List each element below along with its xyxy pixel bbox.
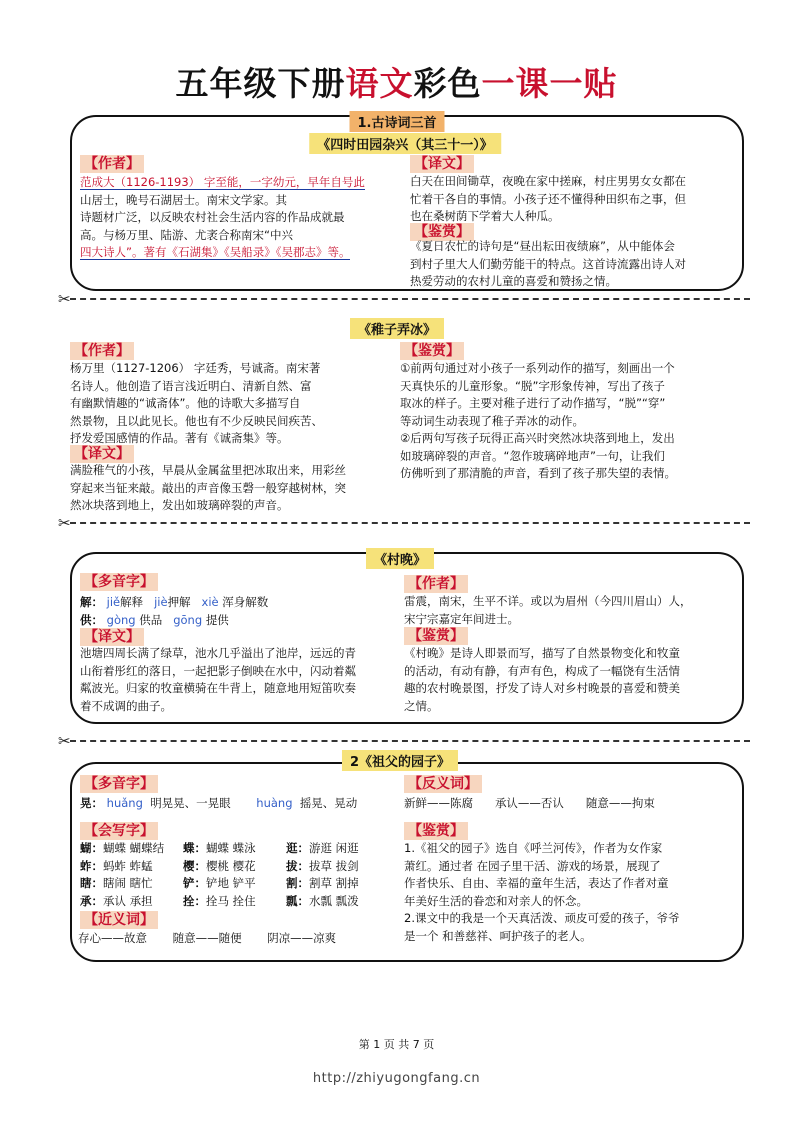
poly-char: 解： xyxy=(80,595,103,609)
pinyin: huǎng xyxy=(106,796,143,810)
s1-author-line4: 四大诗人”。著有《石湖集》《吴船录》《吴郡志》等。 xyxy=(80,245,351,259)
s3-appr-line3: 之情。 xyxy=(404,698,439,713)
s3-trans-line3: 着不成调的曲子。 xyxy=(80,698,172,713)
write-char: 樱： xyxy=(183,858,206,873)
antonym: 承认——否认 xyxy=(494,796,564,810)
s1-author-line3: 高。与杨万里、陆游、尤袤合称南宋“中兴 xyxy=(80,227,293,242)
write-words: 樱桃 樱花 xyxy=(206,858,256,873)
section3-header: 《村晚》 xyxy=(366,548,434,569)
write-words: 蝴蝶 蝶泳 xyxy=(206,841,256,855)
write-char: 拴： xyxy=(183,893,206,908)
write-words: 拴马 拴住 xyxy=(206,893,256,908)
pinyin: xiè xyxy=(201,595,219,609)
s2-appr-text xyxy=(400,360,722,483)
cut-line xyxy=(70,298,750,300)
word: 供品 xyxy=(139,612,163,627)
s3-appr-line2: 趣的农村晚景图，抒发了诗人对乡村晚景的喜爱和赞美 xyxy=(404,681,680,695)
write-words: 瞎闹 瞎忙 xyxy=(103,876,153,890)
s4-appr-tag: 【鉴赏】 xyxy=(404,822,468,840)
s2-trans-text xyxy=(70,462,390,515)
s2-author-line3: 然景物，且以此见长。他也有不少反映民间疾苦、 xyxy=(70,413,323,428)
s4-appr-text xyxy=(404,840,736,945)
s1-appr-line1: 到村子里大人们勤劳能干的特点。这首诗流露出诗人对 xyxy=(410,256,686,271)
write-words: 割草 割掉 xyxy=(309,876,359,890)
pinyin: gōng xyxy=(173,612,203,627)
s2-appr-line4: ②后两句写孩子玩得正高兴时突然冰块落到地上，发出 xyxy=(400,431,675,445)
write-words: 铲地 铲平 xyxy=(206,876,256,890)
s1-trans-line1: 忙着干各自的事情。小孩子还不懂得种田织布之事，但 xyxy=(410,191,686,206)
s2-author-tag: 【作者】 xyxy=(70,342,134,360)
s2-author-line1: 名诗人。他创造了语言浅近明白、清新自然、富 xyxy=(70,378,312,393)
s3-poly-tag: 【多音字】 xyxy=(80,573,158,591)
write-words: 蚂蚱 蚱蜢 xyxy=(103,858,153,873)
word: 摇晃、晃动 xyxy=(299,796,358,810)
scissor-icon: ✂ xyxy=(58,290,71,308)
s2-appr-tag: 【鉴赏】 xyxy=(400,342,464,360)
word: 解释 xyxy=(120,595,144,609)
cut-line xyxy=(70,522,750,524)
synonym: 存心——故意 xyxy=(78,931,147,945)
s2-appr-line6: 仿佛听到了那清脆的声音，看到了孩子那失望的表情。 xyxy=(400,466,676,480)
s2-author-line2: 有幽默情趣的“诚斋体”。他的诗歌大多描写自 xyxy=(70,396,301,410)
write-char: 蝴： xyxy=(80,841,103,855)
s4-poly xyxy=(80,795,400,813)
source-url[interactable]: http://zhiyugongfang.cn xyxy=(312,1071,481,1086)
s4-appr-line5: 是一个 和善慈祥、呵护孩子的老人。 xyxy=(404,928,592,943)
section1-header: 1.古诗词三首 xyxy=(350,111,445,132)
s3-poly xyxy=(80,594,390,629)
s2-appr-line3: 等动词生动表现了稚子弄冰的动作。 xyxy=(400,413,584,428)
s3-appr-line1: 的活动，有动有静，有声有色，构成了一幅饶有生活情 xyxy=(404,663,680,678)
s3-appr-tag: 【鉴赏】 xyxy=(404,627,468,645)
s3-appr-text xyxy=(404,645,734,715)
poly-char: 供： xyxy=(80,612,103,627)
write-char: 承： xyxy=(80,893,103,908)
s2-trans-tag: 【译文】 xyxy=(70,445,134,463)
s4-write-tag: 【会写字】 xyxy=(80,822,158,840)
s3-trans-line2: 粼波光。归家的牧童横骑在牛背上，随意地用短笛吹奏 xyxy=(80,681,356,695)
s2-trans-line2: 然冰块落到地上，发出如玻璃碎裂的声音。 xyxy=(70,498,289,512)
word: 明晃晃、一晃眼 xyxy=(150,796,231,810)
s3-appr-line0: 《村晚》是诗人即景而写，描写了自然景物变化和牧童 xyxy=(404,646,680,660)
s2-author-line4: 抒发爱国感情的作品。著有《诚斋集》等。 xyxy=(70,431,289,445)
title-part1: 五年级下册 xyxy=(175,64,346,103)
s3-trans-line1: 山衔着彤红的落日，一起把影子倒映在水中，闪动着粼 xyxy=(80,663,356,678)
s2-appr-line0: ①前两句通过对小孩子一系列动作的描写，刻画出一个 xyxy=(400,361,675,375)
write-words: 蝴蝶 蝴蝶结 xyxy=(103,841,165,855)
s1-appr-tag: 【鉴赏】 xyxy=(410,223,474,241)
write-char: 蝶： xyxy=(183,841,206,855)
s4-appr-line4: 2.课文中的我是一个天真活泼、顽皮可爱的孩子，爷爷 xyxy=(404,911,680,925)
s2-trans-line1: 穿起来当钲来敲。敲出的声音像玉磬一般穿越树林，突 xyxy=(70,480,346,495)
s3-author-line0: 雷震，南宋，生平不详。或以为眉州（今四川眉山）人， xyxy=(404,594,692,608)
s2-author-line0: 杨万里（1127-1206） 字廷秀，号诚斋。南宋著 xyxy=(70,361,321,375)
s3-trans-tag: 【译文】 xyxy=(80,628,144,646)
s4-appr-line2: 作者快乐、自由、幸福的童年生活，表达了作者对童 xyxy=(404,876,669,890)
s4-appr-line3: 年美好生活的眷恋和对亲人的怀念。 xyxy=(404,893,588,908)
pinyin: huàng xyxy=(256,796,293,810)
title-part2: 语文 xyxy=(345,64,414,103)
antonym: 新鲜——陈腐 xyxy=(404,796,473,810)
antonym: 随意——拘束 xyxy=(585,796,655,810)
s1-trans-tag: 【译文】 xyxy=(410,155,474,173)
write-char: 拔： xyxy=(286,858,309,873)
s3-trans-text xyxy=(80,645,392,715)
pinyin: jiè xyxy=(154,595,168,609)
page-number: 第 1 页 共 7 页 xyxy=(358,1038,435,1051)
s1-trans-line2: 也在桑树荫下学着大人种瓜。 xyxy=(410,209,560,223)
synonym: 阴凉——凉爽 xyxy=(267,931,337,945)
section4-header: 2《祖父的园子》 xyxy=(342,750,458,771)
pinyin: jiě xyxy=(106,595,121,609)
write-char: 瞎： xyxy=(80,876,103,890)
s1-appr-line0: 《夏日农忙的诗句是“昼出耘田夜绩麻”，从中能体会 xyxy=(410,239,675,253)
s3-author-line1: 宋宁宗嘉定年间进士。 xyxy=(404,611,519,626)
scissor-icon: ✂ xyxy=(58,514,71,532)
scissor-icon: ✂ xyxy=(58,732,71,750)
s4-poly-tag: 【多音字】 xyxy=(80,775,158,793)
s2-appr-line5: 如玻璃碎裂的声音。“忽作玻璃碎地声”一句，让我们 xyxy=(400,448,665,463)
s1-author-text xyxy=(80,174,398,262)
write-words: 水瓢 瓢泼 xyxy=(309,893,359,908)
s1-trans-line0: 白天在田间锄草，夜晚在家中搓麻，村庄男男女女都在 xyxy=(410,174,686,188)
s1-author-line1: 山居士，晚号石湖居士。南宋文学家。其 xyxy=(80,192,287,207)
s2-appr-line1: 天真快乐的儿童形象。“脱”字形象传神，写出了孩子 xyxy=(400,378,665,393)
write-words: 游逛 闲逛 xyxy=(309,841,359,855)
write-char: 逛： xyxy=(286,841,309,855)
word: 浑身解数 xyxy=(222,595,269,609)
write-char: 铲： xyxy=(183,876,206,890)
s1-author-line0: 范成大（1126-1193） 字至能，一字幼元，早年自号此 xyxy=(80,175,365,189)
section1-subheader: 《四时田园杂兴（其三十一）》 xyxy=(309,133,501,154)
s2-appr-line2: 取冰的样子。主要对稚子进行了动作描写，“脱”“穿” xyxy=(400,396,666,410)
s3-author-text xyxy=(404,593,734,628)
word: 提供 xyxy=(205,612,229,627)
s4-syn-tag: 【近义词】 xyxy=(80,911,158,929)
write-words: 拔草 拔剑 xyxy=(309,858,359,873)
s1-trans-text xyxy=(410,173,732,226)
s4-appr-line0: 1.《祖父的园子》选自《呼兰河传》，作者为女作家 xyxy=(404,841,663,855)
title-part4: 一课一贴 xyxy=(481,64,618,103)
synonym: 随意——随便 xyxy=(172,931,242,945)
write-char: 蚱： xyxy=(80,858,103,873)
write-char: 割： xyxy=(286,876,309,890)
write-words: 承认 承担 xyxy=(103,893,153,908)
write-char: 瓢： xyxy=(286,893,309,908)
s4-ant xyxy=(404,795,734,813)
pinyin: gòng xyxy=(106,612,136,627)
s1-author-tag: 【作者】 xyxy=(80,155,144,173)
s1-appr-line2: 热爱劳动的农村儿童的喜爱和赞扬之情。 xyxy=(410,274,617,288)
cut-line xyxy=(70,740,750,742)
s1-appr-text xyxy=(410,238,732,291)
s4-ant-tag: 【反义词】 xyxy=(404,775,482,793)
page-title xyxy=(0,58,793,105)
s2-trans-line0: 满脸稚气的小孩，早晨从金属盆里把冰取出来，用彩丝 xyxy=(70,463,346,477)
s1-author-line2: 诗题材广泛，以反映农村社会生活内容的作品成就最 xyxy=(80,210,345,224)
title-part3: 彩色 xyxy=(413,64,482,103)
word: 押解 xyxy=(167,595,191,609)
s2-author-text xyxy=(70,360,370,448)
s4-appr-line1: 萧红。通过者 在园子里干活、游戏的场景，展现了 xyxy=(404,858,661,873)
s4-write-grid xyxy=(80,840,400,910)
section2-header: 《稚子弄冰》 xyxy=(350,318,444,339)
s4-syn xyxy=(78,930,398,948)
s3-trans-line0: 池塘四周长满了绿草，池水几乎溢出了池岸，远远的青 xyxy=(80,646,356,660)
poly-char: 晃： xyxy=(80,796,103,810)
s3-author-tag: 【作者】 xyxy=(404,575,468,593)
